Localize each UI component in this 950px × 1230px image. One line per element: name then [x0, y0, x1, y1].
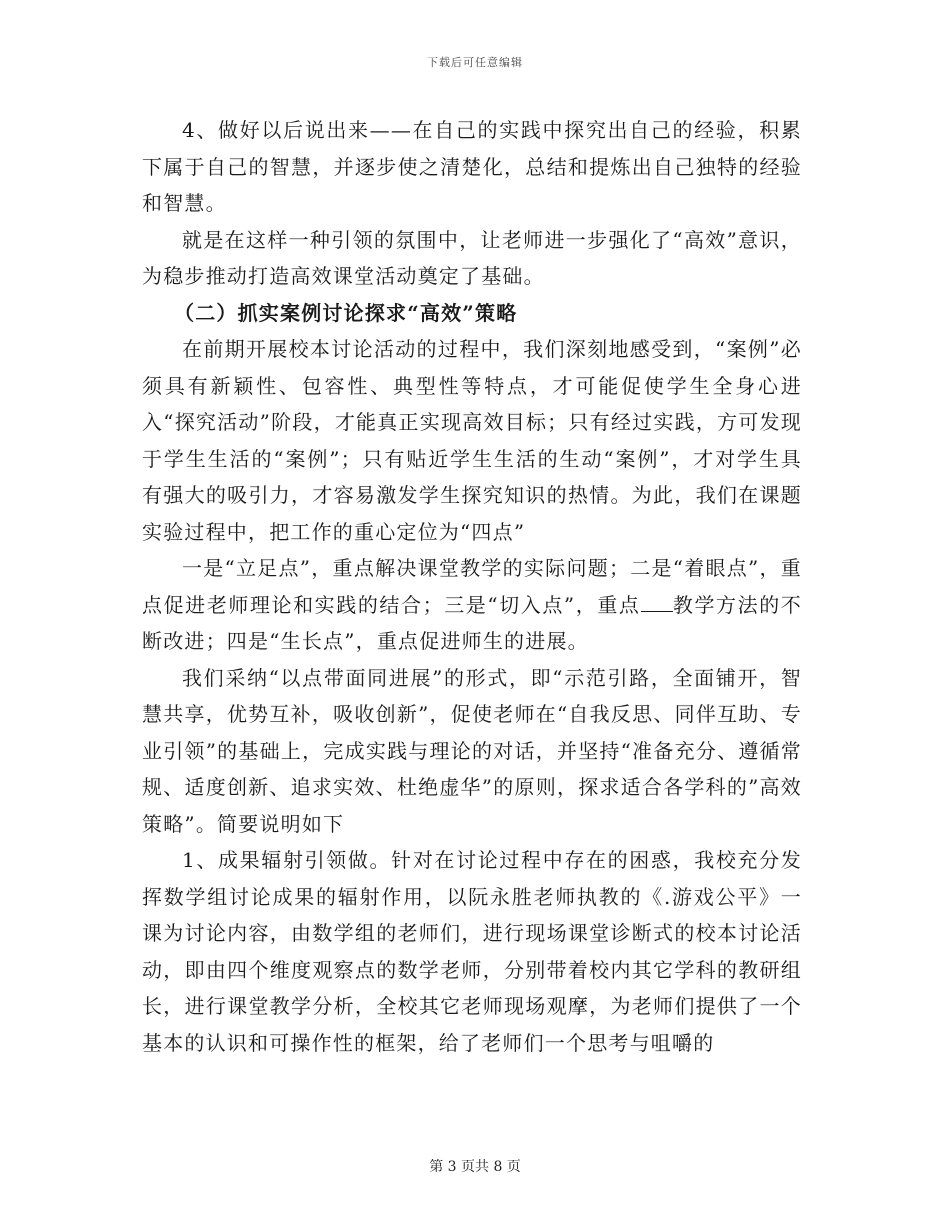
four-points-text-after: 教学方法的不断改进；四是“生长点”，重点促进师生的进展。 [142, 592, 803, 653]
document-body [142, 112, 802, 1061]
fill-in-blank [641, 593, 673, 612]
paragraph-atmosphere: 就是在这样一种引领的氛围中，让老师进一步强化了“高效”意识，为稳步推动打造高效课堂活动奠定了基础。 [142, 227, 802, 288]
page-footer: 第 3 页共 8 页 [429, 1159, 521, 1175]
paragraph-four-points [142, 550, 802, 660]
paragraph-result-radiation: 1、成果辐射引领做。针对在讨论过程中存在的困惑，我校充分发挥数学组讨论成果的辐射作用，以阮永胜老师执教的《.游戏公平》一课为讨论内容，由数学组的老师们，进行现场课堂诊断式的校本讨论活动，即由四个维度观察点的数学老师，分别带着校内其它学科的教研组长，进行课堂教学分析，全校其它老师现场观摩，为老师们提供了一个基本的认识和可操作性的框架，给了老师们一个思考与咀嚼的 [142, 848, 802, 1055]
paragraph-point-4: 4、做好以后说出来——在自己的实践中探究出自己的经验，积累下属于自己的智慧，并逐步使之清楚化，总结和提炼出自己独特的经验和智慧。 [142, 118, 802, 215]
four-points-text-before: 一是“立足点”，重点解决课堂教学的实际问题；二是“着眼点”，重点促进老师理论和实践的结合；三是“切入点”，重点 [142, 556, 802, 617]
paragraph-case-study: 在前期开展校本讨论活动的过程中，我们深刻地感受到，“案例”必须具有新颖性、包容性、典型性等特点，才可能促使学生全身心进入“探究活动”阶段，才能真正实现高效目标；只有经过实践，方可发现于学生生活的“案例”；只有贴近学生生活的生动“案例”，才对学生具有强大的吸引力，才容易激发学生探究知识的热情。为此，我们在课题实验过程中，把工作的重心定位为“四点” [142, 337, 802, 544]
page-header: 下载后可任意编辑 [427, 56, 523, 69]
section-heading: （二）抓实案例讨论探求“高效”策略 [174, 300, 518, 325]
paragraph-method: 我们采纳“以点带面同进展”的形式，即“示范引路，全面铺开，智慧共享，优势互补，吸收创新”，促使老师在“自我反思、同伴互助、专业引领”的基础上，完成实践与理论的对话，并坚持“准备充分、遵循常规、适度创新、追求实效、杜绝虚华”的原则，探求适合各学科的”高效策略”。简要说明如下 [142, 665, 802, 836]
